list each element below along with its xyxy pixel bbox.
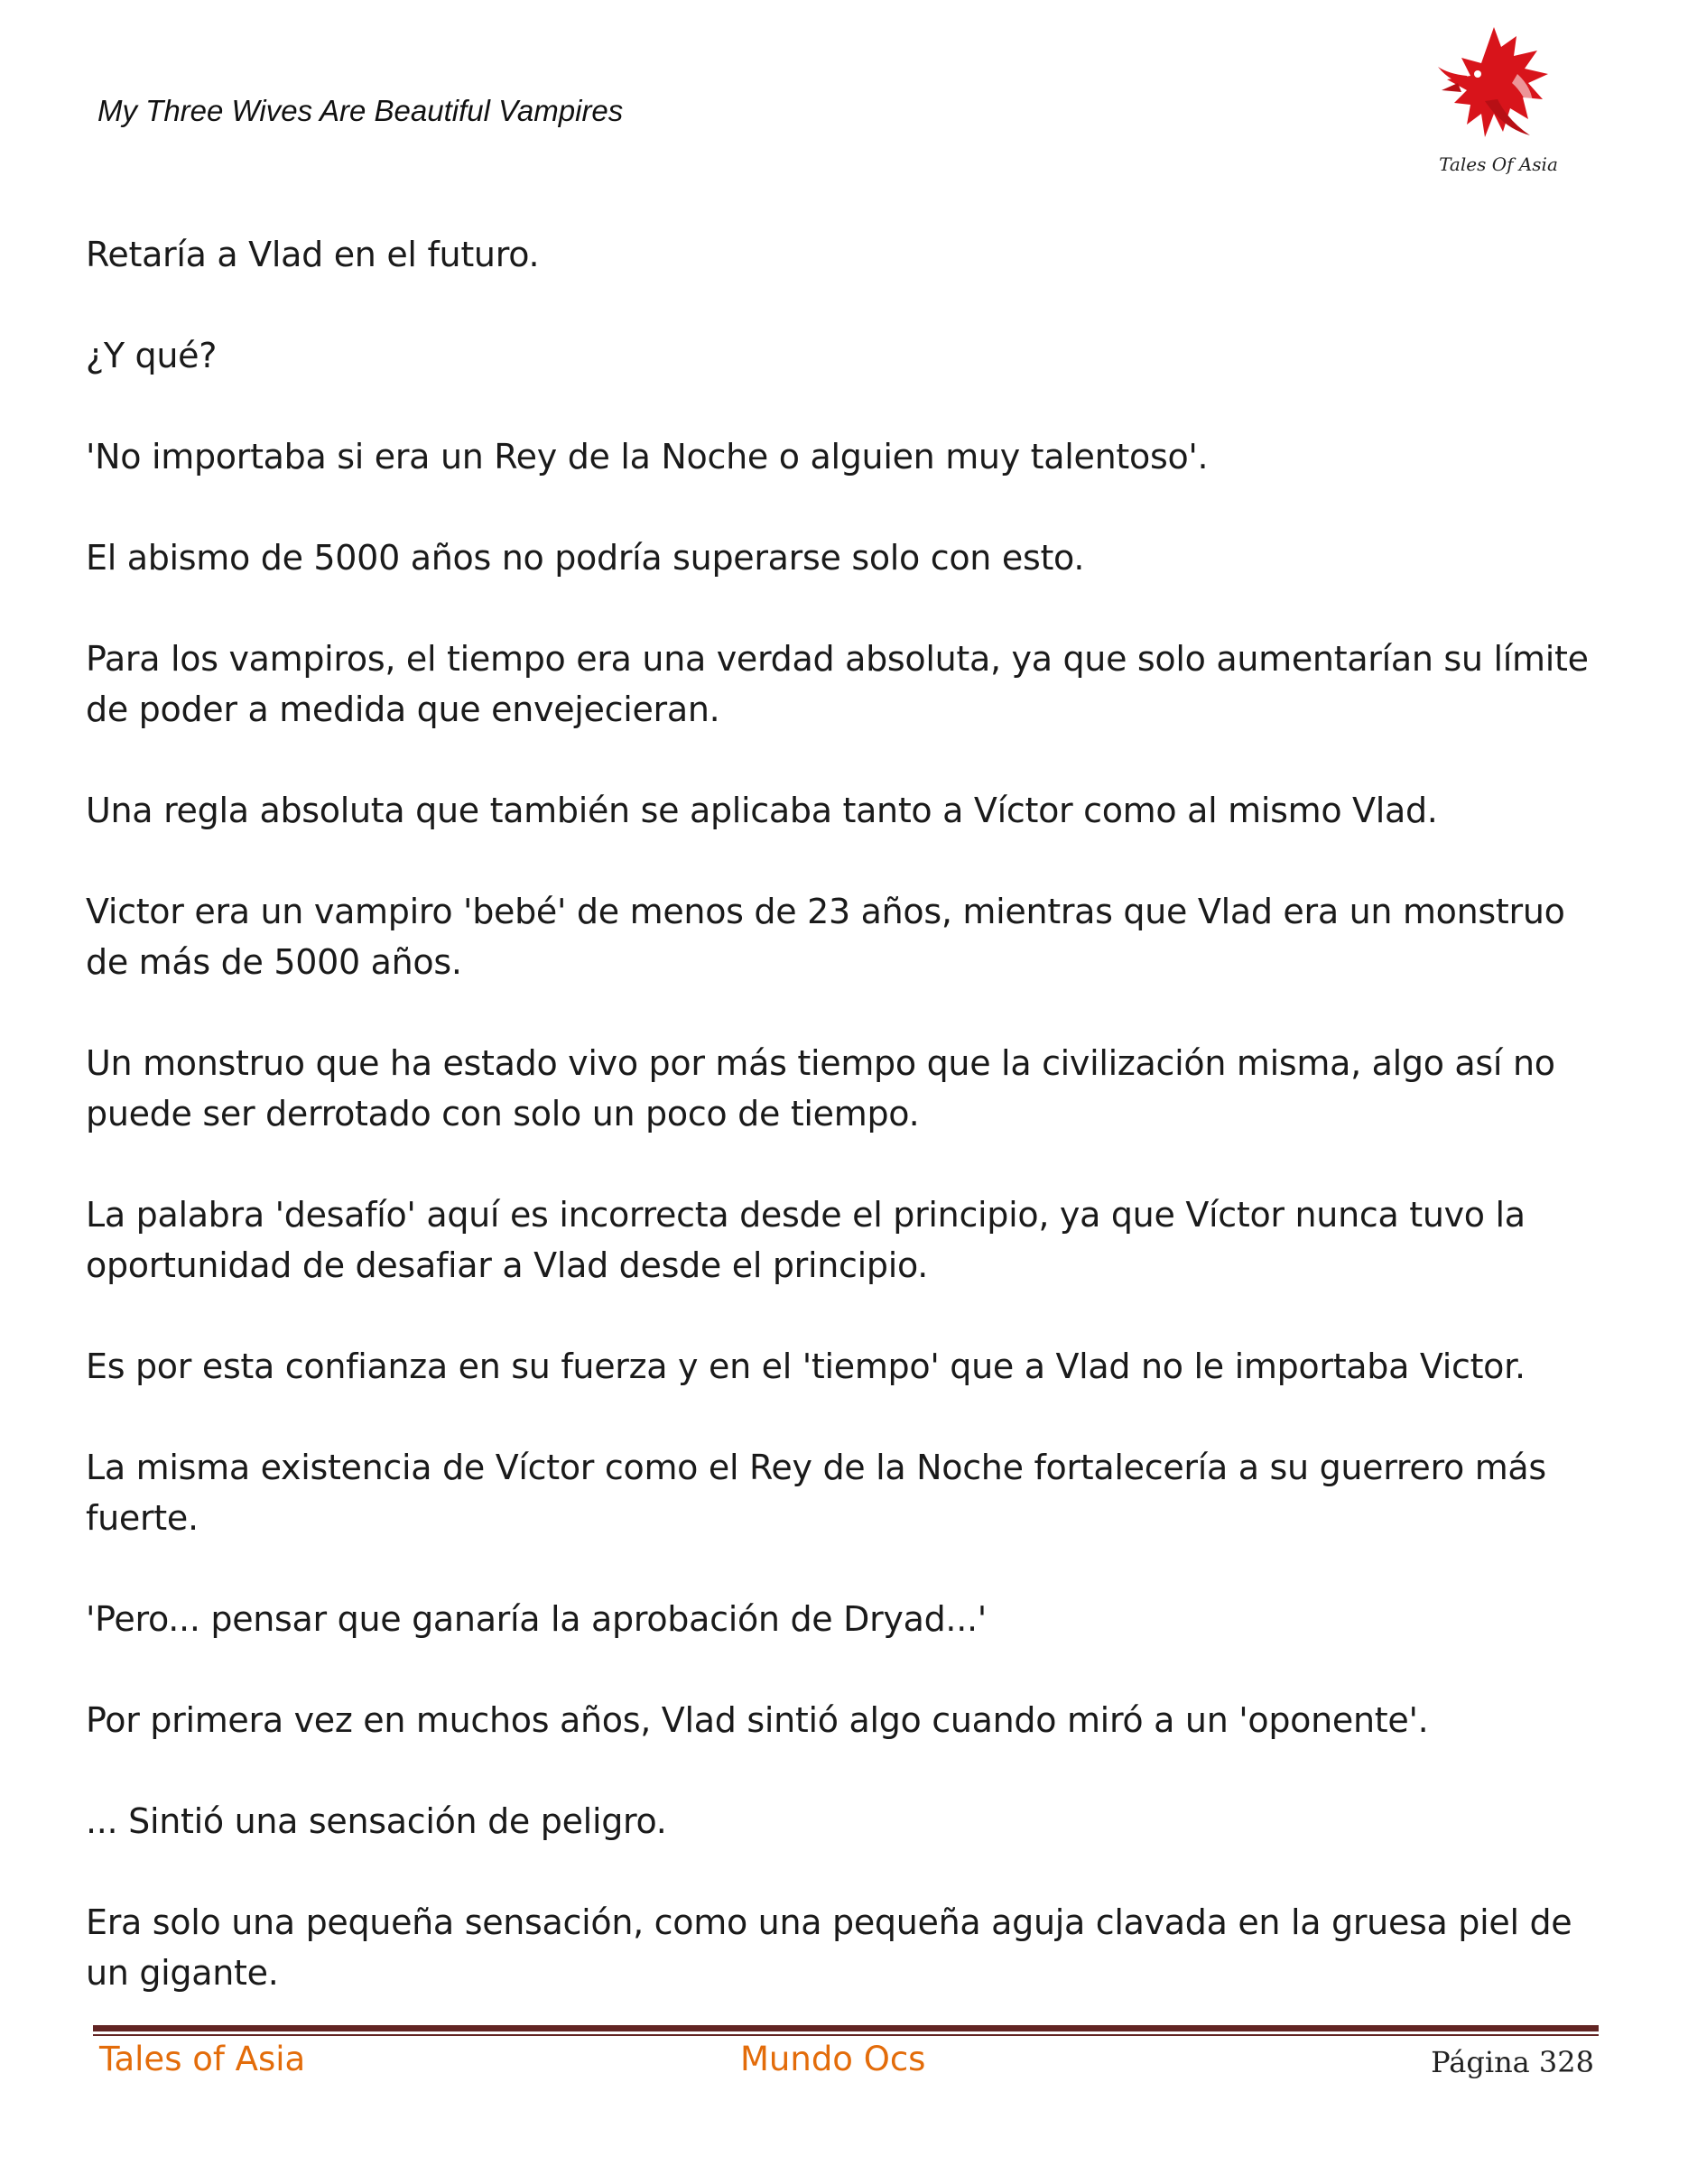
paragraph: Un monstruo que ha estado vivo por más tiempo que la civilización misma, algo así no puede ser derrotado con solo un poco de tiempo.	[86, 1043, 1555, 1134]
paragraph: 'No importaba si era un Rey de la Noche o alguien muy talentoso'.	[86, 437, 1209, 477]
publisher-logo	[1431, 20, 1566, 182]
paragraph: Para los vampiros, el tiempo era una verdad absoluta, ya que solo aumentarían su límite de poder a medida que envejecieran.	[86, 639, 1589, 729]
paragraph: El abismo de 5000 años no podría superarse solo con esto.	[86, 538, 1085, 578]
footer-rule-thin	[93, 2034, 1599, 2036]
paragraph: 'Pero... pensar que ganaría la aprobación de Dryad...'	[86, 1599, 987, 1639]
footer-publisher: Tales of Asia	[99, 2040, 306, 2078]
chapter-body	[86, 229, 1611, 2049]
paragraph: ¿Y qué?	[86, 336, 218, 375]
paragraph: Era solo una pequeña sensación, como una pequeña aguja clavada en la gruesa piel de un gigante.	[86, 1902, 1572, 1993]
paragraph: La palabra 'desafío' aquí es incorrecta desde el principio, ya que Víctor nunca tuvo la oportunidad de desafiar a Vlad desde el principio.	[86, 1195, 1526, 1285]
footer-rule	[93, 2025, 1599, 2031]
footer-section: Mundo Ocs	[740, 2040, 926, 2078]
paragraph: Retaría a Vlad en el futuro.	[86, 235, 540, 274]
dragon-icon	[1431, 20, 1566, 155]
paragraph: Una regla absoluta que también se aplicaba tanto a Víctor como al mismo Vlad.	[86, 791, 1438, 830]
paragraph: Por primera vez en muchos años, Vlad sintió algo cuando miró a un 'oponente'.	[86, 1700, 1429, 1740]
book-title: My Three Wives Are Beautiful Vampires	[97, 94, 624, 127]
paragraph: Es por esta confianza en su fuerza y en el 'tiempo' que a Vlad no le importaba Victor.	[86, 1346, 1526, 1386]
logo-wordmark: Tales Of Asia	[1439, 153, 1558, 175]
paragraph: La misma existencia de Víctor como el Rey de la Noche fortalecería a su guerrero más fuerte.	[86, 1448, 1546, 1538]
paragraph: Victor era un vampiro 'bebé' de menos de 23 años, mientras que Vlad era un monstruo de más de 5000 años.	[86, 892, 1565, 982]
page-number: Página 328	[1431, 2045, 1594, 2079]
paragraph: ... Sintió una sensación de peligro.	[86, 1801, 667, 1841]
